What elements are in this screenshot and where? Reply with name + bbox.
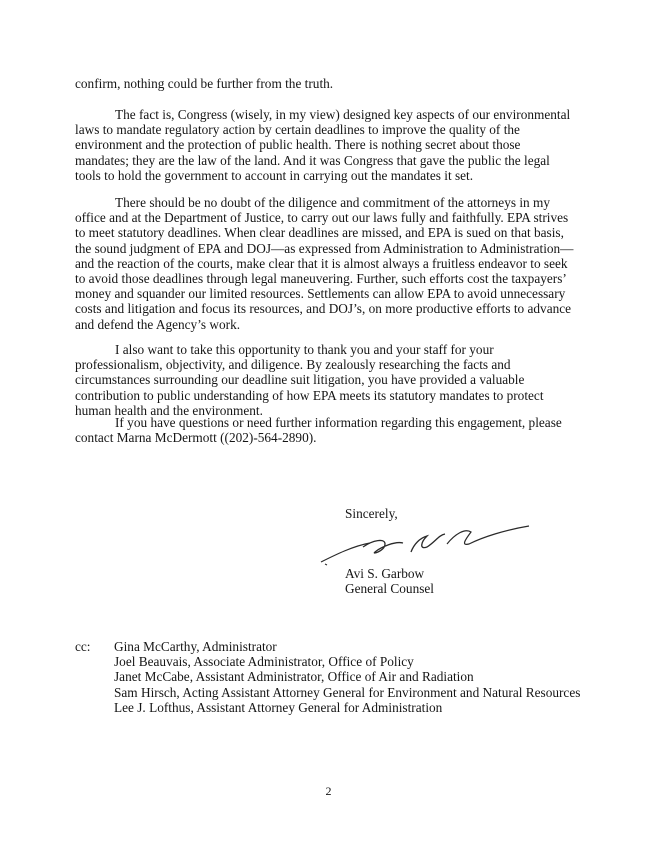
signatory-title: General Counsel [345,581,434,596]
cc-label: cc: [75,639,91,654]
paragraph-continuation: confirm, nothing could be further from the truth. [75,76,334,91]
cc-recipient-list [114,639,580,715]
page-number: 2 [325,784,332,798]
signatory-name: Avi S. Garbow [345,566,425,581]
cc-recipient: Joel Beauvais, Associate Administrator, Office of Policy [114,654,414,670]
paragraph-congress-mandates: The fact is, Congress (wisely, in my view) designed key aspects of our environmental laws to mandate regulatory action by certain deadlines to improve the quality of the environment and the protection of public health. There is nothing secret about those mandates; they are the law of the land. And it was Congress that gave the public the legal tools to hold the government to account in carrying out the mandates it set. [75,107,571,183]
paragraph-contact: If you have questions or need further information regarding this engagement, please contact Marna McDermott ((202)-564-2890). [75,415,562,446]
cc-recipient: Janet McCabe, Assistant Administrator, Office of Air and Radiation [114,669,474,685]
paragraph-thanks: I also want to take this opportunity to thank you and your staff for your professionalism, objectivity, and diligence. By zealously researching the facts and circumstances surrounding our deadline suit litigation, you have provided a valuable contribution to public understanding of how EPA meets its statutory mandates to protect human health and the environment. [75,342,544,418]
cc-recipient: Sam Hirsch, Acting Assistant Attorney General for Environment and Natural Resources [114,684,581,700]
handwritten-signature [315,522,535,572]
cc-recipient: Gina McCarthy, Administrator [114,639,277,654]
cc-recipient: Lee J. Lofthus, Assistant Attorney General for Administration [114,699,443,715]
paragraph-diligence: There should be no doubt of the diligence and commitment of the attorneys in my office and at the Department of Justice, to carry out our laws fully and faithfully. EPA strives to meet statutory deadlines. When clear deadlines are missed, and EPA is sued on that basis, the sound judgment of EPA and DOJ—as expressed from Administration to Administration—and the reaction of the courts, make clear that it is almost always a fruitless endeavor to seek to avoid those deadlines through legal maneuvering. Further, such efforts cost the taxpayers’ money and squander our limited resources. Settlements can allow EPA to avoid unnecessary costs and litigation and focus its resources, and DOJ’s, on more productive efforts to advance and defend the Agency’s work. [75,195,574,332]
closing-salutation: Sincerely, [345,506,398,521]
